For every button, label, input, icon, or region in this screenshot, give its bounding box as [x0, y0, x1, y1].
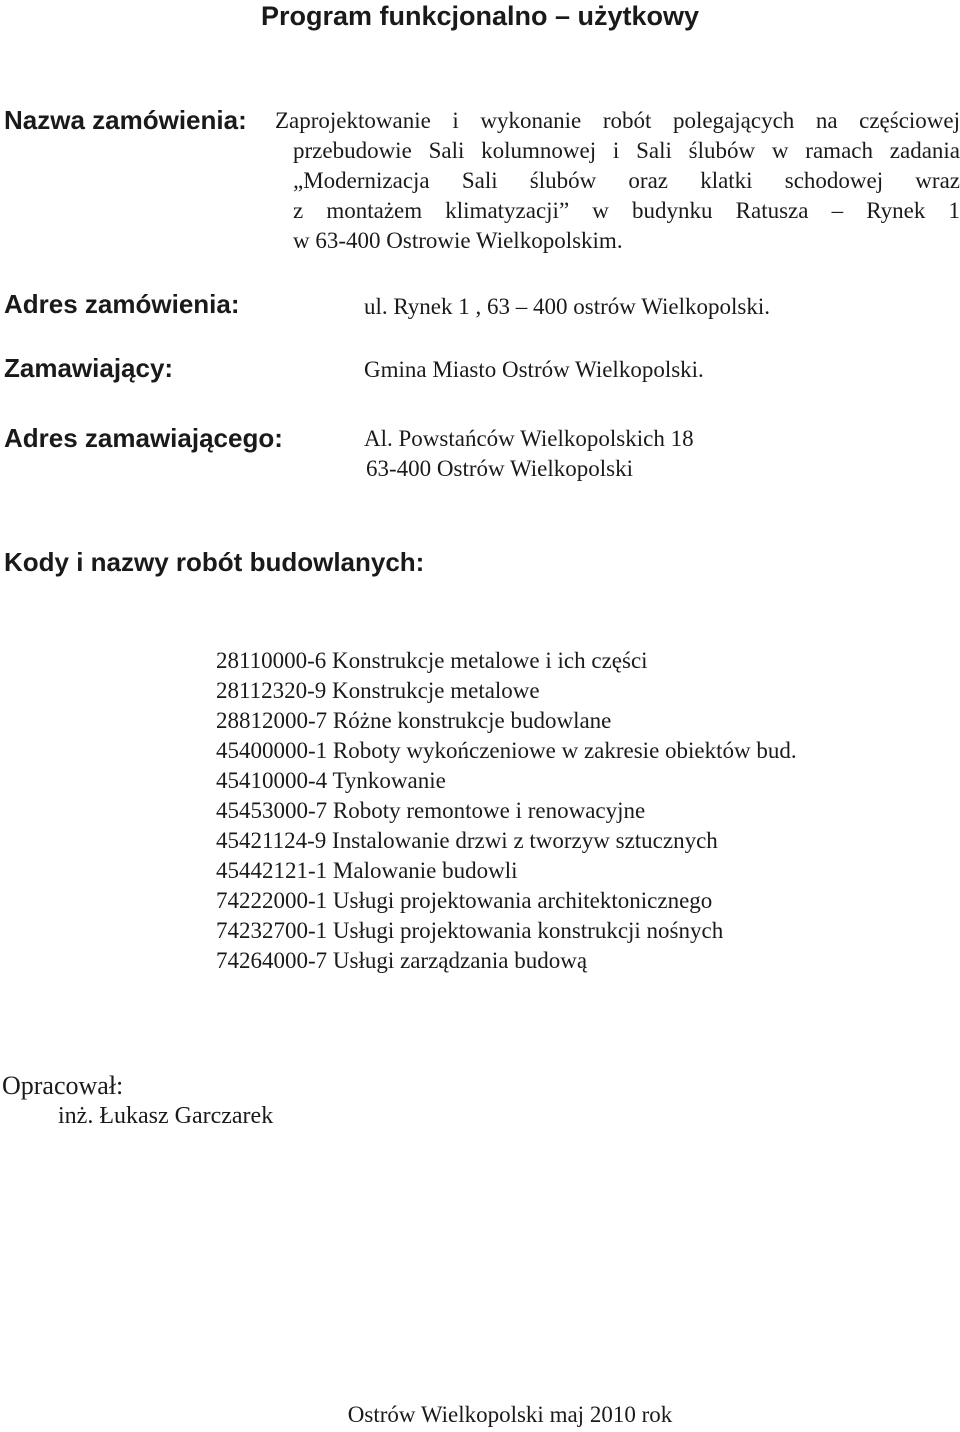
- code-item: 28812000-7 Różne konstrukcje budowlane: [216, 708, 612, 733]
- code-item: 45453000-7 Roboty remontowe i renowacyjne: [216, 798, 646, 823]
- order-address-label: Adres zamówienia:: [4, 289, 240, 319]
- order-name-label: Nazwa zamówienia:: [4, 105, 247, 135]
- order-name-line: „Modernizacja Sali ślubów oraz klatki schodowej wraz: [293, 168, 960, 193]
- place-date: Ostrów Wielkopolski maj 2010 rok: [347, 1402, 673, 1427]
- orderer-value: Gmina Miasto Ostrów Wielkopolski.: [364, 357, 704, 382]
- code-item: 45400000-1 Roboty wykończeniowe w zakresie obiektów bud.: [216, 738, 797, 763]
- code-item: 45421124-9 Instalowanie drzwi z tworzyw sztucznych: [216, 828, 718, 853]
- orderer-address-line2: 63-400 Ostrów Wielkopolski: [366, 456, 633, 481]
- orderer-address-label: Adres zamawiającego:: [4, 423, 283, 453]
- order-name-line: przebudowie Sali kolumnowej i Sali ślubów w ramach zadania: [293, 138, 960, 163]
- document-title: Program funkcjonalno – użytkowy: [260, 1, 700, 31]
- orderer-address-line1: Al. Powstańców Wielkopolskich 18: [364, 426, 694, 451]
- order-address-value: ul. Rynek 1 , 63 – 400 ostrów Wielkopolski.: [364, 294, 770, 319]
- codes-heading: Kody i nazwy robót budowlanych:: [4, 547, 425, 577]
- prepared-by-label: Opracował:: [2, 1071, 124, 1100]
- code-item: 28112320-9 Konstrukcje metalowe: [216, 678, 540, 703]
- order-name-text: [275, 106, 960, 256]
- order-name-line: z montażem klimatyzacji” w budynku Ratusza – Rynek 1: [293, 198, 960, 223]
- code-item: 28110000-6 Konstrukcje metalowe i ich części: [216, 648, 648, 673]
- codes-list: [216, 646, 797, 976]
- code-item: 74264000-7 Usługi zarządzania budową: [216, 948, 588, 973]
- orderer-label: Zamawiający:: [4, 353, 174, 383]
- order-name-line: w 63-400 Ostrowie Wielkopolskim.: [293, 228, 623, 253]
- code-item: 45442121-1 Malowanie budowli: [216, 858, 518, 883]
- order-name-line: Zaprojektowanie i wykonanie robót polegających na częściowej: [275, 108, 960, 133]
- code-item: 74232700-1 Usługi projektowania konstrukcji nośnych: [216, 918, 724, 943]
- code-item: 45410000-4 Tynkowanie: [216, 768, 446, 793]
- prepared-by-name: inż. Łukasz Garczarek: [58, 1103, 274, 1129]
- code-item: 74222000-1 Usługi projektowania architektonicznego: [216, 888, 713, 913]
